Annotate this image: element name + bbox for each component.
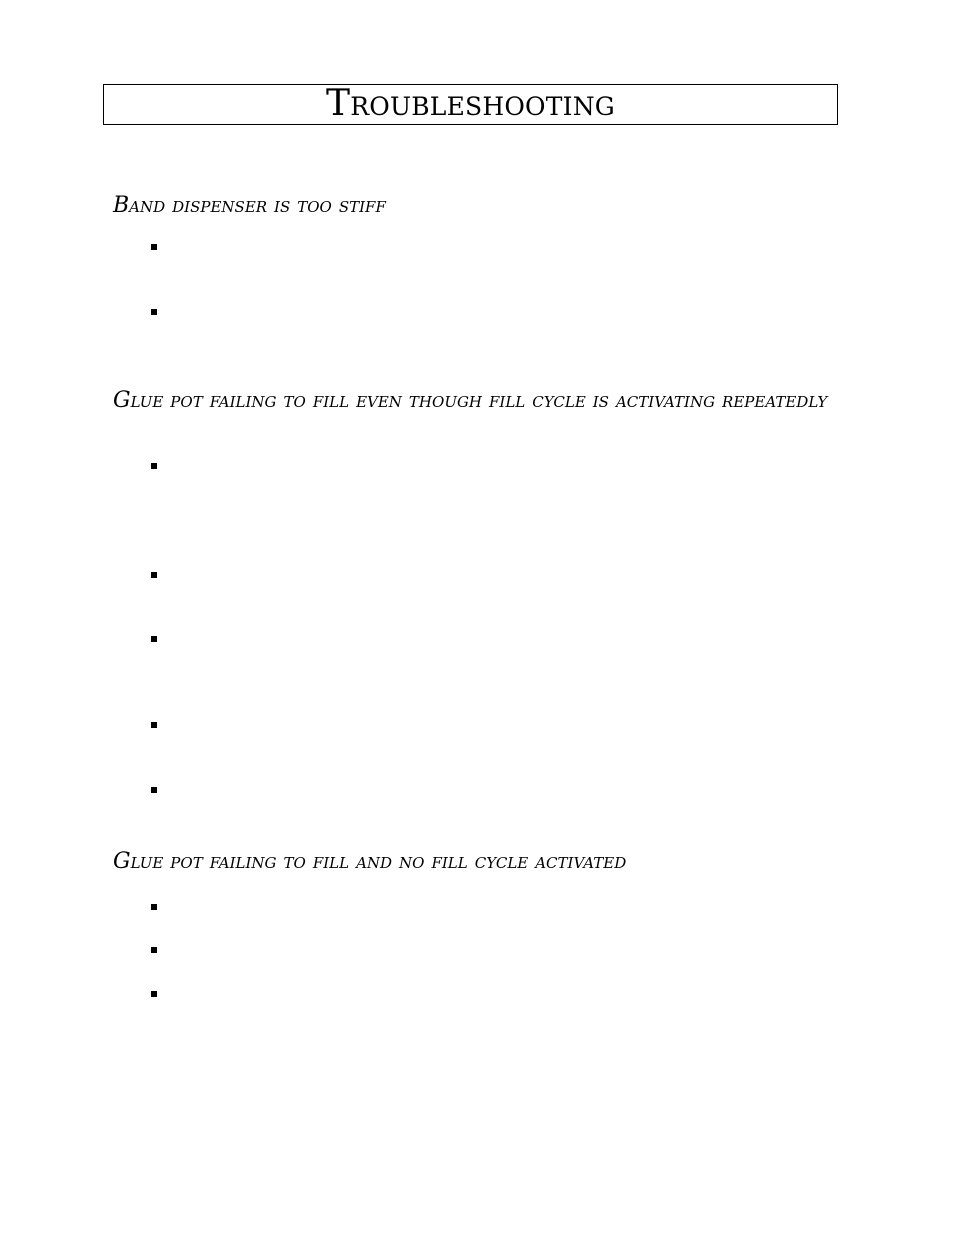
list-bullet [151, 991, 157, 997]
list-bullet [151, 722, 157, 728]
list-bullet [151, 904, 157, 910]
list-bullet [151, 636, 157, 642]
section-heading-glue-pot-no-fill: Glue pot failing to fill and no fill cycle activated [113, 849, 627, 874]
list-bullet [151, 244, 157, 250]
list-bullet [151, 787, 157, 793]
list-bullet [151, 947, 157, 953]
list-bullet [151, 309, 157, 315]
list-bullet [151, 463, 157, 469]
section-heading-band-dispenser: Band dispenser is too stiff [113, 193, 386, 218]
list-bullet [151, 572, 157, 578]
title-box [103, 84, 838, 125]
page-title: Troubleshooting [326, 82, 615, 124]
section-heading-glue-pot-repeated: Glue pot failing to fill even though fill cycle is activating repeatedly [113, 388, 828, 413]
